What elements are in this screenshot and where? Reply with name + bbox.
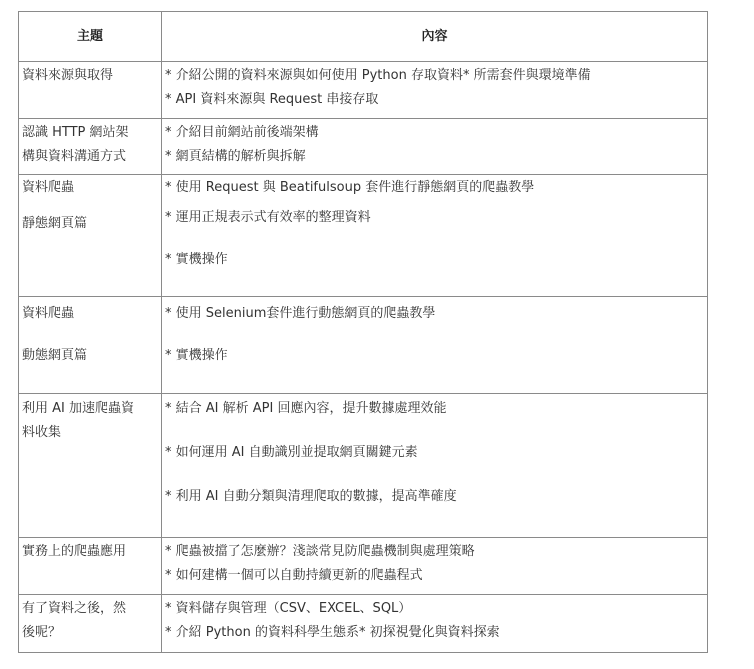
topic-line: 認識 HTTP 網站架 [22,125,129,140]
table-row [19,119,708,175]
topic-cell [19,297,162,394]
content-line: * 介紹公開的資料來源與如何使用 Python 存取資料* 所需套件與環境準備 [165,68,591,83]
header-topic: 主題 [19,12,162,62]
table-row [19,595,708,653]
content-line: * 資料儲存與管理（CSV、EXCEL、SQL） [165,601,412,616]
table-row [19,175,708,297]
topic-line: 有了資料之後，然 [22,601,127,616]
topic-cell [19,538,162,595]
topic-line: 實務上的爬蟲應用 [22,544,127,559]
content-cell [162,119,708,175]
content-cell [162,175,708,297]
topic-line: 資料爬蟲 [22,180,75,195]
content-cell [162,394,708,538]
content-line: * 結合 AI 解析 API 回應內容，提升數據處理效能 [165,401,447,416]
topic-line: 料收集 [22,425,62,440]
content-cell [162,538,708,595]
content-line: * 實機操作 [165,252,228,267]
topic-line: 資料爬蟲 [22,306,75,321]
content-line: * 爬蟲被擋了怎麼辦？淺談常見防爬蟲機制與處理策略 [165,544,475,559]
content-line: * 運用正規表示式有效率的整理資料 [165,210,371,225]
table-header-row [19,12,708,62]
content-cell [162,62,708,119]
content-cell [162,297,708,394]
table-row [19,297,708,394]
content-line: * 網頁結構的解析與拆解 [165,149,306,164]
content-line: * 使用 Selenium套件進行動態網頁的爬蟲教學 [165,306,436,321]
topic-line: 構與資料溝通方式 [22,149,127,164]
topic-line: 靜態網頁篇 [22,216,88,231]
course-outline-table [18,11,708,653]
content-line: * 如何建構一個可以自動持續更新的爬蟲程式 [165,568,423,583]
topic-line: 利用 AI 加速爬蟲資 [22,401,134,416]
content-line: * 利用 AI 自動分類與清理爬取的數據，提高準確度 [165,489,457,504]
topic-line: 動態網頁篇 [22,348,88,363]
topic-line: 資料來源與取得 [22,68,114,83]
topic-cell [19,62,162,119]
topic-cell [19,595,162,653]
topic-cell [19,394,162,538]
header-content: 內容 [162,12,708,62]
content-line: * 實機操作 [165,348,228,363]
table-row [19,394,708,538]
content-line: * API 資料來源與 Request 串接存取 [165,92,379,107]
topic-cell [19,119,162,175]
table-row [19,62,708,119]
content-line: * 介紹目前網站前後端架構 [165,125,319,140]
topic-cell [19,175,162,297]
content-line: * 使用 Request 與 Beatifulsoup 套件進行靜態網頁的爬蟲教學 [165,180,535,195]
content-line: * 介紹 Python 的資料科學生態系* 初探視覺化與資料探索 [165,625,500,640]
topic-line: 後呢？ [22,625,62,640]
table-row [19,538,708,595]
content-cell [162,595,708,653]
content-line: * 如何運用 AI 自動識別並提取網頁關鍵元素 [165,445,418,460]
